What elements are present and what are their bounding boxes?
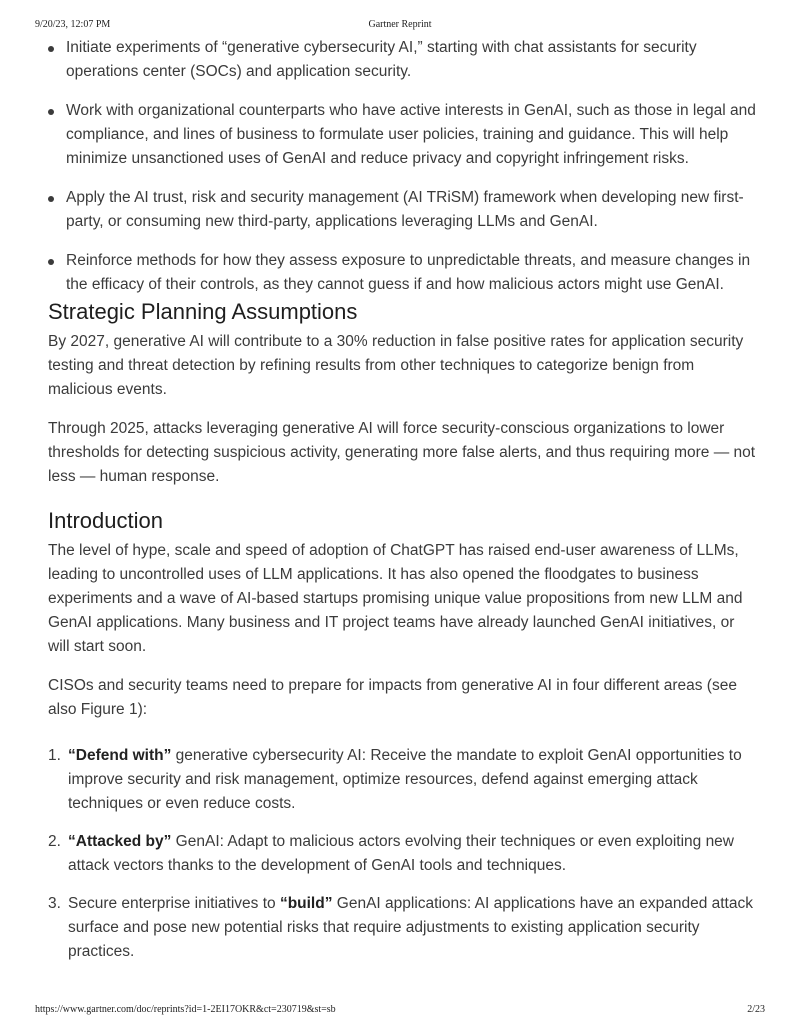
list-item-text: Initiate experiments of “generative cybersecurity AI,” starting with chat assistants for security operations center (SOCs) and application security. xyxy=(66,39,697,80)
item-pre: Secure enterprise initiatives to xyxy=(68,895,280,912)
list-item-text: Work with organizational counterparts who have active interests in GenAI, such as those in legal and compliance, and lines of business to formulate user policies, training and guidance. This will help minimize unsanctioned uses of GenAI and reduce privacy and copyright infringement risks. xyxy=(66,102,756,167)
bullet-icon xyxy=(48,46,54,52)
list-item xyxy=(48,830,760,878)
list-item xyxy=(48,99,760,171)
introduction-heading: Introduction xyxy=(48,508,163,533)
page-url: https://www.gartner.com/doc/reprints?id=1-2EI17OKR&ct=230719&st=sb xyxy=(35,1004,336,1015)
item-emphasis: “build” xyxy=(279,895,333,912)
print-title: Gartner Reprint xyxy=(368,19,432,30)
document-body xyxy=(48,36,760,978)
impact-areas-list xyxy=(48,744,760,964)
item-number: 3. xyxy=(48,895,61,912)
item-text: GenAI: Adapt to malicious actors evolving their techniques or even exploiting new attack vectors thanks to the development of GenAI tools and techniques. xyxy=(68,833,734,874)
list-item xyxy=(48,186,760,234)
item-emphasis: “Defend with” xyxy=(68,747,172,764)
list-item xyxy=(48,744,760,816)
item-number: 1. xyxy=(48,747,61,764)
item-text: GenAI applications: AI applications have an expanded attack surface and pose new potential risks that require adjustments to existing application security practices. xyxy=(68,895,753,960)
bullet-icon xyxy=(48,196,54,202)
print-header xyxy=(35,19,765,33)
list-item xyxy=(48,36,760,84)
list-item-text: Apply the AI trust, risk and security management (AI TRiSM) framework when developing new first-party, or consuming new third-party, applications leveraging LLMs and GenAI. xyxy=(66,189,744,230)
list-item xyxy=(48,892,760,964)
strategic-planning-heading: Strategic Planning Assumptions xyxy=(48,299,358,324)
item-number: 2. xyxy=(48,833,61,850)
print-datetime: 9/20/23, 12:07 PM xyxy=(35,19,111,30)
page-number: 2/23 xyxy=(747,1004,765,1015)
print-footer xyxy=(35,1004,765,1018)
item-emphasis: “Attacked by” xyxy=(68,833,172,850)
paragraph: By 2027, generative AI will contribute to a 30% reduction in false positive rates for application security testing and threat detection by refining results from other techniques to categorize benign from malicious events. xyxy=(48,333,744,398)
bullet-icon xyxy=(48,109,54,115)
bullet-icon xyxy=(48,259,54,265)
paragraph: Through 2025, attacks leveraging generative AI will force security-conscious organizations to lower thresholds for detecting suspicious activity, generating more false alerts, and thus requiring more — not less — human response. xyxy=(48,420,756,485)
paragraph: CISOs and security teams need to prepare for impacts from generative AI in four different areas (see also Figure 1): xyxy=(48,677,737,718)
list-item-text: Reinforce methods for how they assess exposure to unpredictable threats, and measure changes in the efficacy of their controls, as they cannot guess if and how malicious actors might use GenAI. xyxy=(66,252,751,293)
paragraph: The level of hype, scale and speed of adoption of ChatGPT has raised end-user awareness of LLMs, leading to uncontrolled uses of LLM applications. It has also opened the floodgates to business experiments and a wave of AI-based startups promising unique value propositions from new LLM and GenAI applications. Many business and IT project teams have already launched GenAI initiatives, or will start soon. xyxy=(48,542,743,655)
list-item xyxy=(48,249,760,297)
recommendations-list xyxy=(48,36,760,297)
item-text: generative cybersecurity AI: Receive the mandate to exploit GenAI opportunities to improve security and risk management, optimize resources, defend against emerging attack techniques or even reduce costs. xyxy=(68,747,742,812)
